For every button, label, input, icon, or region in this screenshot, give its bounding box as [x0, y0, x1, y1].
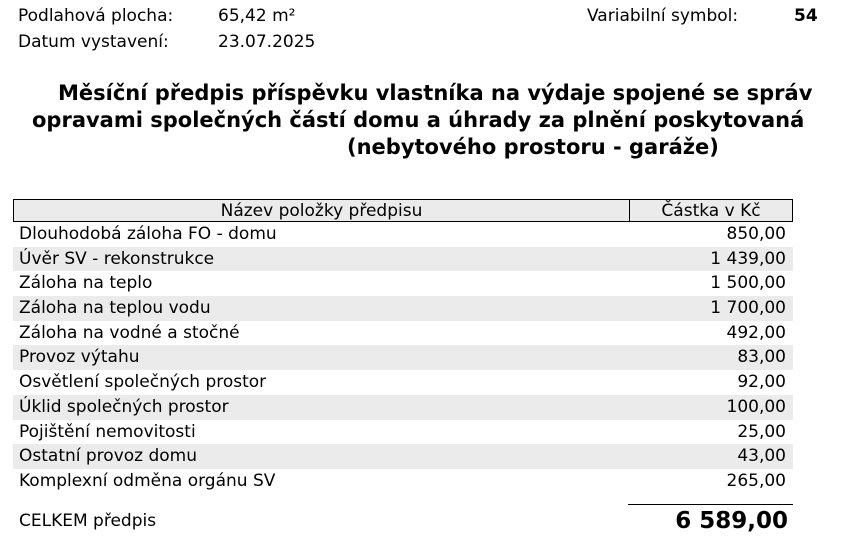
row-name: Komplexní odměna orgánu SV [19, 470, 276, 491]
row-name: Záloha na teplo [19, 273, 153, 294]
row-amount: 83,00 [737, 347, 786, 368]
table-row [13, 444, 793, 469]
total-divider [628, 504, 793, 505]
table-row [13, 469, 793, 494]
row-amount: 1 439,00 [710, 248, 786, 269]
table-header [13, 199, 793, 222]
table-row [13, 370, 793, 395]
row-amount: 265,00 [726, 470, 786, 491]
row-amount: 92,00 [737, 372, 786, 393]
table-row [13, 345, 793, 370]
row-name: Dlouhodobá záloha FO - domu [19, 224, 277, 244]
column-header-amount: Částka v Kč [661, 201, 761, 221]
table-row [13, 247, 793, 272]
table-row [13, 296, 793, 321]
floor-area-value: 65,42 m² [218, 6, 296, 26]
row-amount: 1 700,00 [710, 298, 786, 319]
row-name: Provoz výtahu [19, 347, 140, 368]
title-line-1: Měsíční předpis příspěvku vlastníka na výdaje spojené se správ [58, 81, 813, 105]
issue-date-value: 23.07.2025 [218, 32, 316, 52]
total-value: 6 589,00 [675, 508, 788, 534]
row-name: Úklid společných prostor [19, 396, 229, 417]
title-line-3: (nebytového prostoru - garáže) [347, 135, 719, 159]
row-name: Úvěr SV - rekonstrukce [19, 248, 215, 269]
row-amount: 100,00 [726, 396, 786, 417]
floor-area-label: Podlahová plocha: [18, 6, 174, 26]
row-name: Osvětlení společných prostor [19, 372, 267, 393]
table-row [13, 222, 793, 247]
row-amount: 492,00 [726, 322, 786, 343]
row-name: Záloha na teplou vodu [19, 298, 211, 319]
row-amount: 1 500,00 [710, 273, 786, 294]
row-amount: 25,00 [737, 421, 786, 442]
fee-table [13, 199, 793, 494]
row-name: Záloha na vodné a stočné [19, 322, 240, 343]
variable-symbol-value: 54 [794, 6, 818, 26]
table-row [13, 321, 793, 346]
issue-date-label: Datum vystavení: [18, 32, 169, 52]
title-line-2: opravami společných částí domu a úhrady za plnění poskytovaná [32, 108, 805, 132]
row-name: Pojištění nemovitosti [19, 421, 196, 442]
row-amount: 43,00 [737, 446, 786, 467]
total-label: CELKEM předpis [19, 511, 157, 531]
column-header-name: Název položky předpisu [14, 200, 630, 221]
table-row [13, 395, 793, 420]
row-amount: 850,00 [726, 224, 786, 244]
table-row [13, 271, 793, 296]
row-name: Ostatní provoz domu [19, 446, 198, 467]
variable-symbol-label: Variabilní symbol: [587, 6, 739, 26]
table-row [13, 420, 793, 445]
